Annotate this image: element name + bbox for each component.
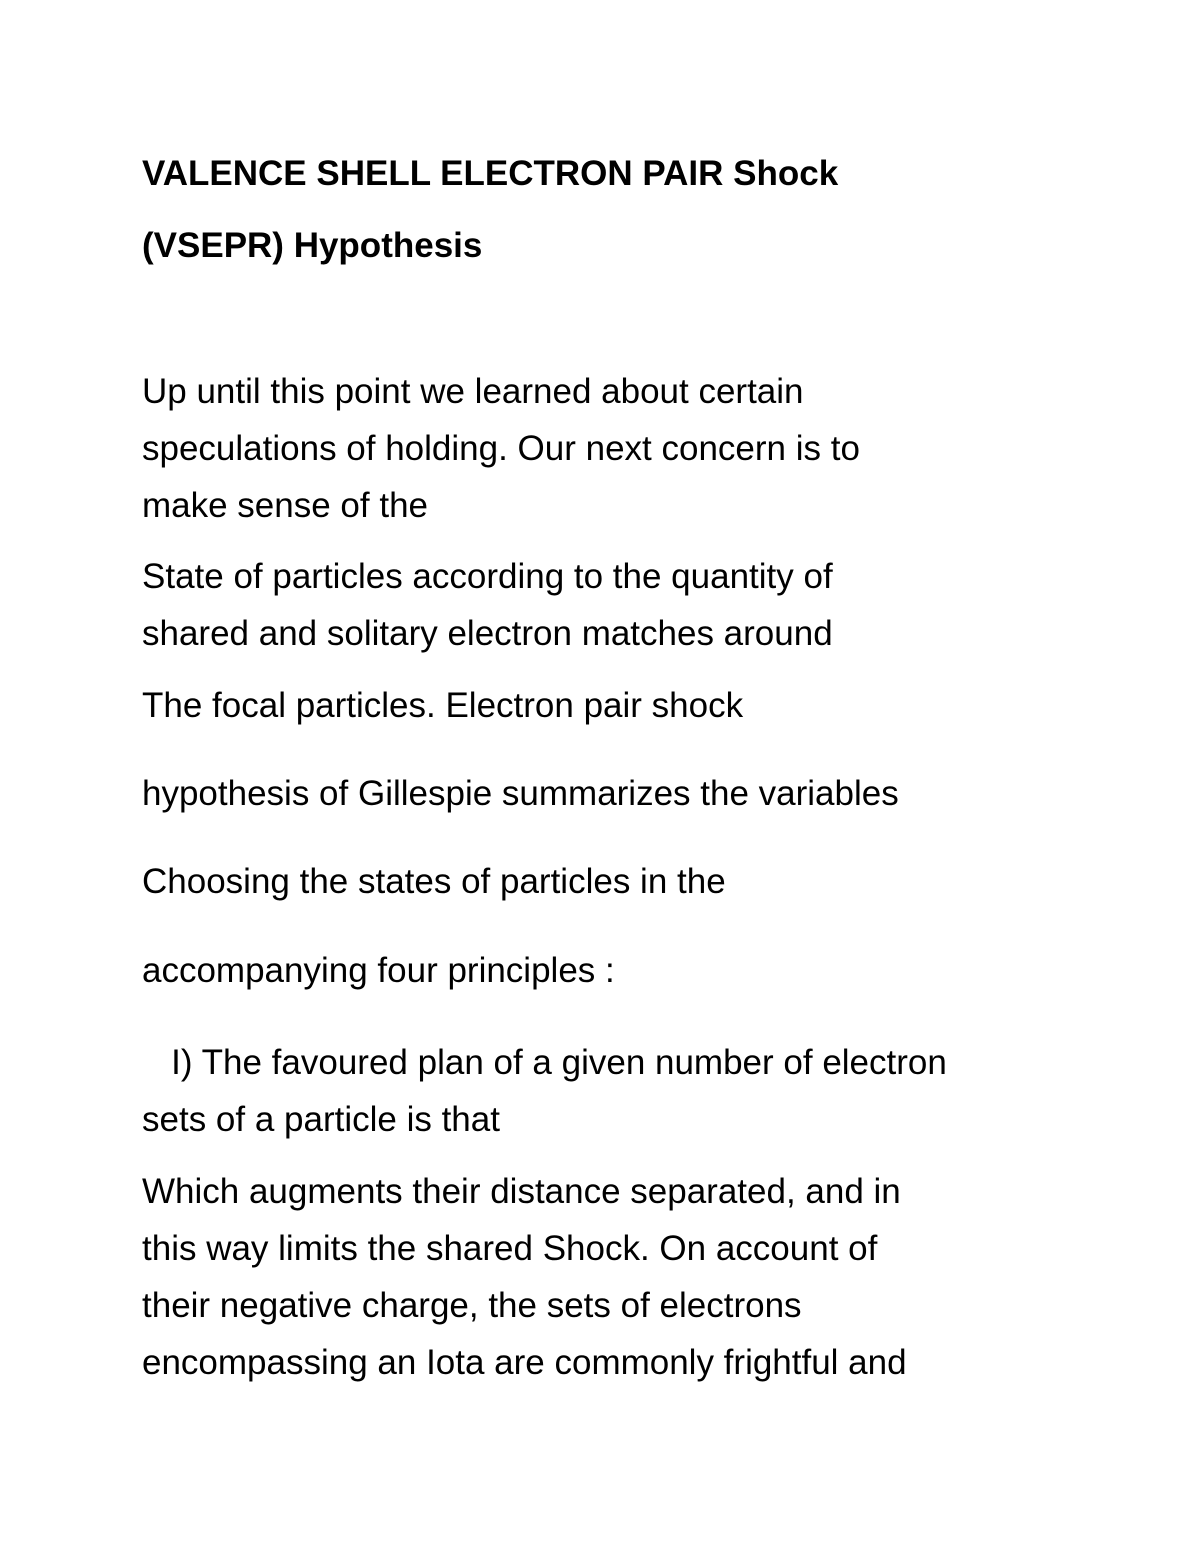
- body-text-line: speculations of holding. Our next concern is to: [142, 429, 860, 468]
- document-title-line-2: (VSEPR) Hypothesis: [142, 226, 483, 265]
- body-text-line: Choosing the states of particles in the: [142, 862, 726, 901]
- body-text-line: their negative charge, the sets of electrons: [142, 1286, 802, 1325]
- body-text-line: make sense of the: [142, 486, 428, 525]
- body-text-line: hypothesis of Gillespie summarizes the variables: [142, 774, 899, 813]
- body-text-line: accompanying four principles :: [142, 951, 615, 990]
- principle-item-line: I) The favoured plan of a given number of electron: [142, 1043, 947, 1082]
- document-title-line-1: VALENCE SHELL ELECTRON PAIR Shock: [142, 154, 839, 193]
- body-text-line: Up until this point we learned about certain: [142, 372, 804, 411]
- body-text-line: this way limits the shared Shock. On account of: [142, 1229, 878, 1268]
- body-text-line: The focal particles. Electron pair shock: [142, 686, 744, 725]
- body-text-line: sets of a particle is that: [142, 1100, 500, 1139]
- body-text-line: encompassing an Iota are commonly frightful and: [142, 1343, 907, 1382]
- body-text-line: Which augments their distance separated, and in: [142, 1172, 901, 1211]
- body-text-line: shared and solitary electron matches around: [142, 614, 833, 653]
- body-text-line: State of particles according to the quantity of: [142, 557, 833, 596]
